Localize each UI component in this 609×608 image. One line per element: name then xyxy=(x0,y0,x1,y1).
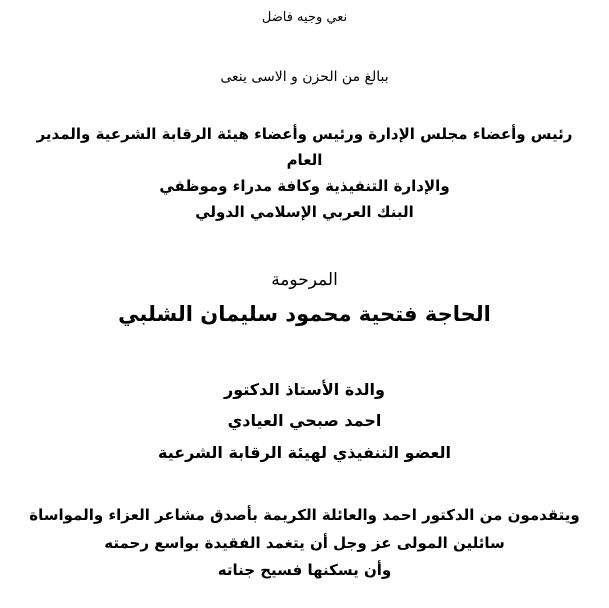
mourners-line-1: رئيس وأعضاء مجلس الإدارة ورئيس وأعضاء هيئة الرقابة الشرعية والمدير xyxy=(36,125,573,143)
mourners-line-4: البنك العربي الإسلامي الدولي xyxy=(195,203,414,221)
condolence-line-1: ويتقدمون من الدكتور احمد والعائلة الكريمة بأصدق مشاعر العزاء والمواساة xyxy=(29,506,580,524)
relation-line-3: العضو التنفيذي لهيئة الرقابة الشرعية xyxy=(158,443,451,462)
mourners-line-2: العام xyxy=(286,151,323,169)
deceased-label: المرحومة xyxy=(271,270,338,290)
condolence-line-2: سائلين المولى عز وجل أن يتغمد الفقيدة بواسع رحمته xyxy=(104,534,505,552)
condolence-line-3: وأن يسكنها فسيح جناته xyxy=(217,561,392,579)
mourners-line-3: والإدارة التنفيذية وكافة مدراء وموظفي xyxy=(159,177,450,195)
relation-line-2: احمد صبحي العيادي xyxy=(227,411,382,430)
relation-line-1: والدة الأستاذ الدكتور xyxy=(224,380,385,399)
notice-title: نعي وجيه فاضل xyxy=(261,10,348,25)
deceased-name: الحاجة فتحية محمود سليمان الشلبي xyxy=(118,302,491,326)
opening-line: ببالغ من الحزن و الاسى ينعى xyxy=(220,69,389,85)
